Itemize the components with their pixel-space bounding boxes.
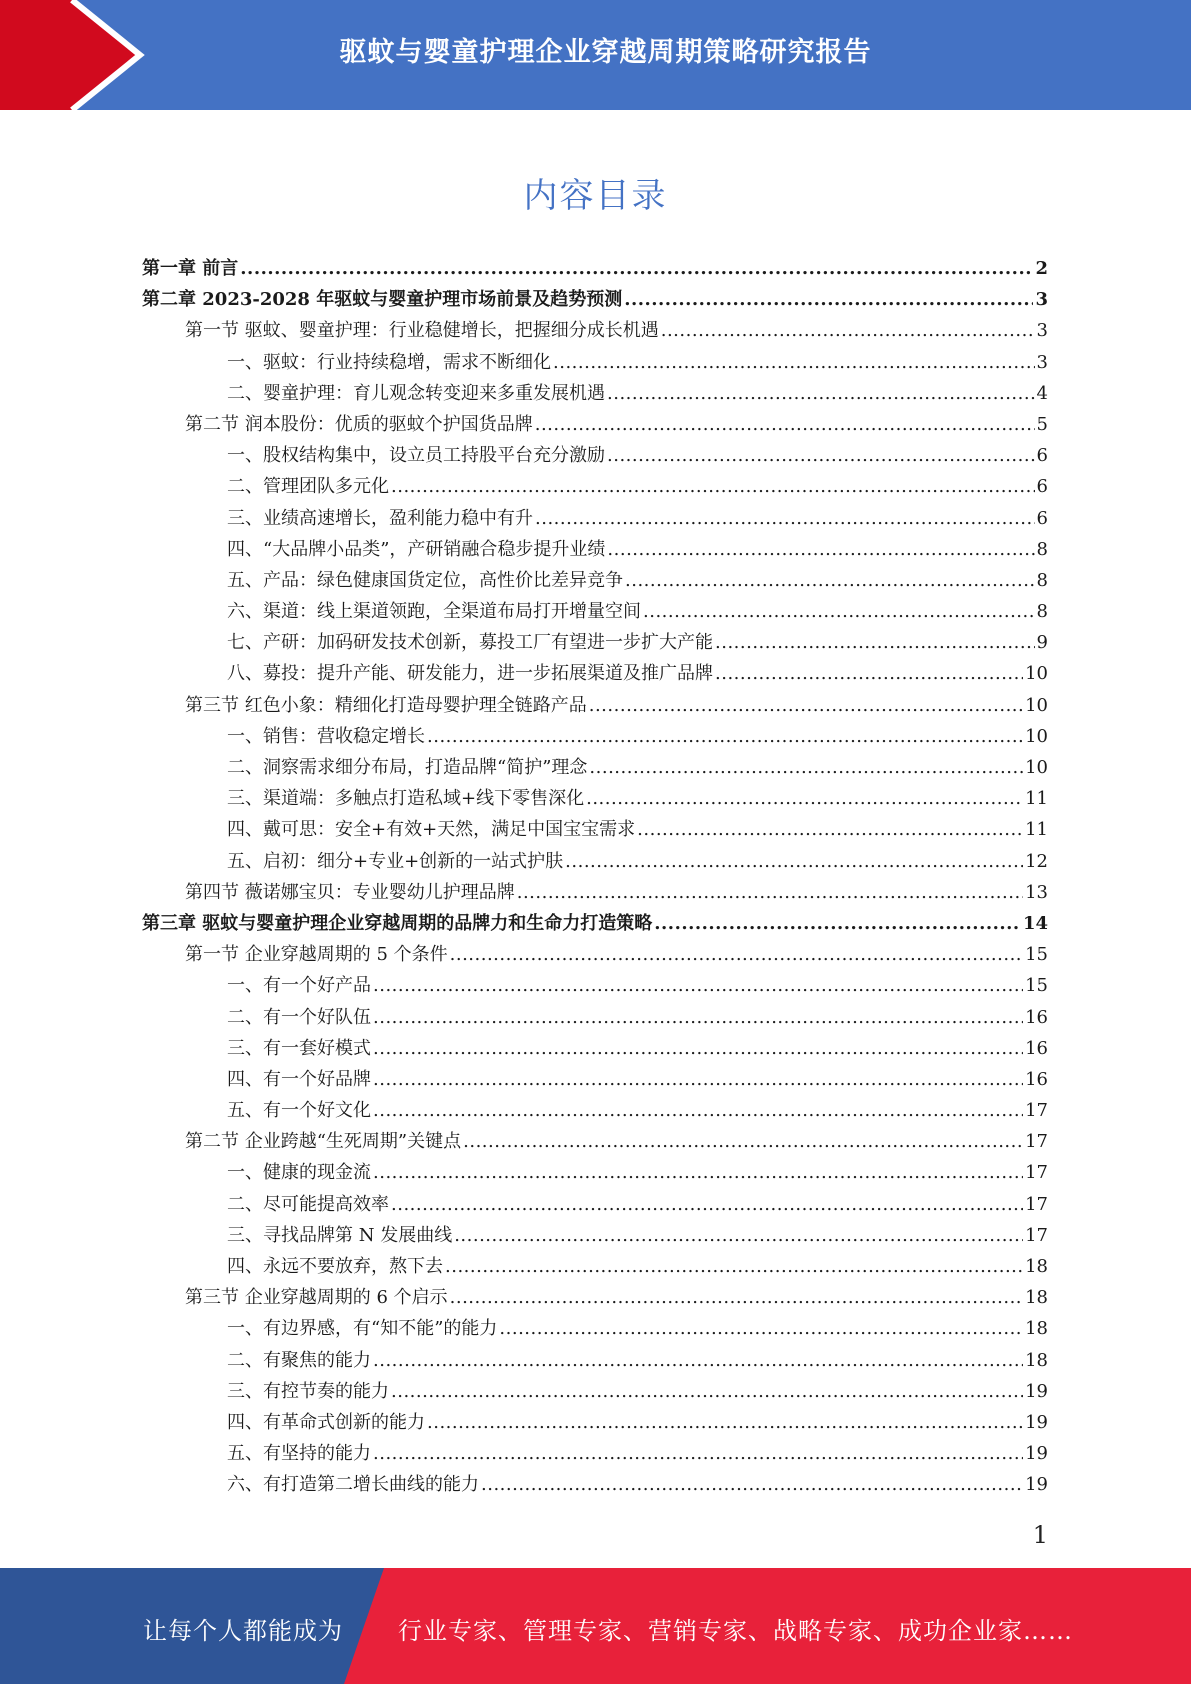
toc-entry-page: 9	[1036, 632, 1048, 654]
toc-entry-title: 七、产研：加码研发技术创新，募投工厂有望进一步扩大产能	[227, 632, 713, 654]
toc-entry[interactable]	[142, 1407, 1048, 1438]
toc-dot-leader	[463, 1126, 1023, 1157]
toc-entry-page: 17	[1025, 1131, 1048, 1153]
toc-entry-page: 6	[1036, 476, 1048, 498]
toc-entry[interactable]	[142, 378, 1048, 409]
toc-entry[interactable]	[142, 1189, 1048, 1220]
toc-entry-title: 五、有坚持的能力	[227, 1443, 371, 1465]
toc-entry-title: 六、有打造第二增长曲线的能力	[227, 1474, 479, 1496]
toc-entry-title: 一、销售：营收稳定增长	[227, 725, 425, 747]
toc-entry[interactable]	[142, 721, 1048, 752]
toc-dot-leader	[654, 908, 1021, 939]
toc-entry-page: 18	[1025, 1349, 1048, 1371]
toc-entry[interactable]	[142, 596, 1048, 627]
toc-entry[interactable]	[142, 1095, 1048, 1126]
toc-entry-title: 第二章 2023-2028 年驱蚊与婴童护理市场前景及趋势预测	[142, 289, 623, 311]
toc-entry-title: 第一章 前言	[142, 258, 239, 279]
toc-dot-leader	[535, 503, 1035, 534]
toc-entry-page: 15	[1025, 975, 1048, 997]
toc-entry[interactable]	[142, 1376, 1048, 1407]
toc-entry-title: 第三节 红色小象：精细化打造母婴护理全链路产品	[185, 694, 587, 716]
toc-entry[interactable]	[142, 253, 1048, 284]
toc-entry[interactable]	[142, 284, 1048, 315]
toc-dot-leader	[373, 970, 1023, 1001]
toc-entry[interactable]	[142, 471, 1048, 502]
toc-entry-title: 第二节 企业跨越“生死周期”关键点	[185, 1131, 462, 1153]
toc-entry[interactable]	[142, 440, 1048, 471]
toc-entry-page: 10	[1025, 757, 1048, 778]
toc-entry-page: 19	[1025, 1411, 1048, 1433]
toc-entry-page: 6	[1036, 445, 1048, 467]
toc-entry[interactable]	[142, 1033, 1048, 1064]
toc-entry-page: 17	[1025, 1100, 1048, 1122]
toc-entry-page: 3	[1036, 351, 1048, 373]
toc-dot-leader	[625, 565, 1035, 596]
toc-entry[interactable]	[142, 877, 1048, 908]
toc-entry-page: 16	[1025, 1068, 1048, 1090]
toc-entry-title: 一、股权结构集中，设立员工持股平台充分激励	[227, 445, 605, 467]
toc-dot-leader	[373, 1438, 1023, 1469]
toc-entry[interactable]	[142, 1126, 1048, 1157]
toc-entry-page: 10	[1025, 694, 1048, 716]
toc-dot-leader	[240, 253, 1033, 284]
toc-dot-leader	[454, 1220, 1023, 1251]
toc-entry-page: 16	[1025, 1037, 1048, 1059]
toc-entry-page: 18	[1025, 1256, 1048, 1277]
toc-entry-title: 第四节 薇诺娜宝贝：专业婴幼儿护理品牌	[185, 881, 515, 903]
toc-entry-title: 二、管理团队多元化	[227, 476, 389, 498]
toc-entry[interactable]	[142, 1282, 1048, 1313]
toc-entry-page: 16	[1025, 1006, 1048, 1028]
toc-entry-page: 6	[1036, 507, 1048, 529]
toc-entry-title: 二、有聚焦的能力	[227, 1349, 371, 1371]
toc-entry-page: 17	[1025, 1162, 1048, 1184]
toc-entry-title: 四、有革命式创新的能力	[227, 1411, 425, 1433]
report-title: 驱蚊与婴童护理企业穿越周期策略研究报告	[339, 37, 872, 68]
toc-entry-title: 二、婴童护理：育儿观念转变迎来多重发展机遇	[227, 382, 605, 404]
toc-entry[interactable]	[142, 347, 1048, 378]
toc-entry-page: 2	[1035, 258, 1048, 279]
toc-entry[interactable]	[142, 1469, 1048, 1500]
toc-entry-title: 第一节 企业穿越周期的 5 个条件	[185, 944, 448, 966]
toc-dot-leader	[715, 658, 1023, 689]
toc-entry-page: 18	[1025, 1318, 1048, 1340]
toc-entry-page: 17	[1025, 1224, 1048, 1246]
toc-entry-title: 二、洞察需求细分布局，打造品牌“简护”理念	[227, 757, 588, 778]
toc-entry[interactable]	[142, 1157, 1048, 1188]
page-number: 1	[1032, 1521, 1048, 1549]
toc-entry[interactable]	[142, 315, 1048, 346]
toc-entry-title: 五、产品：绿色健康国货定位，高性价比差异竞争	[227, 569, 623, 591]
toc-entry-title: 第二节 润本股份：优质的驱蚊个护国货品牌	[185, 413, 533, 435]
toc-entry-title: 三、有控节奏的能力	[227, 1380, 389, 1402]
toc-entry-page: 8	[1036, 569, 1048, 591]
toc-entry-title: 一、有一个好产品	[227, 975, 371, 997]
toc-entry[interactable]	[142, 627, 1048, 658]
toc-dot-leader	[445, 1251, 1023, 1282]
toc-entry-page: 18	[1025, 1287, 1048, 1309]
toc-dot-leader	[637, 814, 1023, 845]
toc-entry-page: 3	[1035, 289, 1048, 311]
toc-entry[interactable]	[142, 1002, 1048, 1033]
toc-entry[interactable]	[142, 658, 1048, 689]
toc-dot-leader	[643, 596, 1035, 627]
toc-entry-page: 17	[1025, 1193, 1048, 1215]
table-of-contents	[142, 253, 1048, 1501]
toc-entry[interactable]	[142, 814, 1048, 845]
toc-entry-page: 19	[1025, 1380, 1048, 1402]
toc-dot-leader	[373, 1345, 1023, 1376]
toc-entry-page: 13	[1025, 881, 1048, 903]
toc-dot-leader	[589, 752, 1023, 783]
footer-band	[0, 1568, 1191, 1684]
toc-dot-leader	[373, 1033, 1023, 1064]
toc-dot-leader	[391, 1189, 1023, 1220]
toc-dot-leader	[565, 846, 1023, 877]
toc-dot-leader	[517, 877, 1023, 908]
toc-entry[interactable]	[142, 908, 1048, 939]
toc-dot-leader	[589, 690, 1023, 721]
toc-entry-page: 19	[1025, 1443, 1048, 1465]
toc-heading: 内容目录	[523, 176, 668, 216]
toc-entry-page: 8	[1036, 601, 1048, 623]
toc-entry-page: 11	[1025, 819, 1048, 841]
toc-entry-page: 19	[1025, 1474, 1048, 1496]
toc-entry[interactable]	[142, 1345, 1048, 1376]
toc-entry[interactable]	[142, 939, 1048, 970]
toc-entry[interactable]	[142, 970, 1048, 1001]
toc-entry-title: 三、寻找品牌第 N 发展曲线	[227, 1224, 453, 1246]
toc-dot-leader	[499, 1313, 1023, 1344]
toc-dot-leader	[715, 627, 1035, 658]
toc-dot-leader	[624, 284, 1033, 315]
toc-entry[interactable]	[142, 503, 1048, 534]
toc-entry-title: 第一节 驱蚊、婴童护理：行业稳健增长，把握细分成长机遇	[185, 320, 659, 342]
toc-dot-leader	[607, 440, 1035, 471]
toc-entry-title: 四、戴可思：安全+有效+天然，满足中国宝宝需求	[227, 819, 636, 841]
toc-entry-title: 四、有一个好品牌	[227, 1068, 371, 1090]
footer-slogan-right: 行业专家、管理专家、营销专家、战略专家、成功企业家……	[398, 1617, 1073, 1645]
toc-dot-leader	[481, 1469, 1023, 1500]
toc-entry-title: 五、启初：细分+专业+创新的一站式护肤	[227, 850, 564, 872]
toc-dot-leader	[586, 783, 1023, 814]
toc-entry-title: 一、驱蚊：行业持续稳增，需求不断细化	[227, 351, 551, 373]
toc-entry-title: 五、有一个好文化	[227, 1100, 371, 1122]
toc-dot-leader	[607, 534, 1034, 565]
toc-dot-leader	[391, 471, 1035, 502]
toc-entry-page: 5	[1036, 413, 1048, 435]
toc-entry-title: 八、募投：提升产能、研发能力，进一步拓展渠道及推广品牌	[227, 663, 713, 685]
toc-dot-leader	[535, 409, 1035, 440]
toc-entry-title: 三、有一套好模式	[227, 1037, 371, 1059]
toc-dot-leader	[553, 347, 1035, 378]
toc-entry[interactable]	[142, 1438, 1048, 1469]
header-band	[0, 0, 1191, 110]
toc-dot-leader	[373, 1157, 1023, 1188]
toc-entry-page: 15	[1025, 944, 1048, 966]
toc-entry-title: 六、渠道：线上渠道领跑，全渠道布局打开增量空间	[227, 601, 641, 623]
toc-entry[interactable]	[142, 1251, 1048, 1282]
toc-dot-leader	[661, 315, 1035, 346]
toc-entry[interactable]	[142, 690, 1048, 721]
toc-entry[interactable]	[142, 409, 1048, 440]
toc-entry[interactable]	[142, 534, 1048, 565]
toc-entry-page: 8	[1036, 538, 1048, 560]
toc-entry-title: 四、“大品牌小品类”，产研销融合稳步提升业绩	[227, 538, 606, 560]
toc-dot-leader	[607, 378, 1035, 409]
toc-entry-page: 12	[1025, 850, 1048, 872]
toc-entry-page: 3	[1036, 320, 1048, 342]
toc-dot-leader	[373, 1064, 1023, 1095]
toc-entry-title: 三、渠道端：多触点打造私域+线下零售深化	[227, 788, 585, 810]
toc-entry-title: 一、有边界感，有“知不能”的能力	[227, 1318, 498, 1340]
toc-entry-page: 11	[1025, 788, 1048, 810]
toc-dot-leader	[450, 1282, 1023, 1313]
toc-entry-title: 第三章 驱蚊与婴童护理企业穿越周期的品牌力和生命力打造策略	[142, 912, 653, 934]
toc-dot-leader	[427, 721, 1023, 752]
toc-entry-title: 四、永远不要放弃，熬下去	[227, 1256, 443, 1277]
toc-dot-leader	[373, 1095, 1023, 1126]
toc-entry-title: 一、健康的现金流	[227, 1162, 371, 1184]
toc-entry[interactable]	[142, 783, 1048, 814]
toc-dot-leader	[391, 1376, 1023, 1407]
toc-entry-title: 三、业绩高速增长，盈利能力稳中有升	[227, 507, 533, 529]
toc-entry-title: 第三节 企业穿越周期的 6 个启示	[185, 1287, 448, 1309]
toc-entry[interactable]	[142, 1220, 1048, 1251]
footer-slogan-left: 让每个人都能成为	[143, 1617, 343, 1645]
toc-entry-page: 14	[1022, 912, 1048, 934]
toc-entry-page: 10	[1025, 725, 1048, 747]
toc-entry-page: 4	[1036, 382, 1048, 404]
toc-entry[interactable]	[142, 752, 1048, 783]
toc-entry[interactable]	[142, 846, 1048, 877]
toc-dot-leader	[373, 1002, 1023, 1033]
toc-entry-title: 二、尽可能提高效率	[227, 1193, 389, 1215]
toc-entry[interactable]	[142, 1313, 1048, 1344]
toc-entry-page: 10	[1025, 663, 1048, 685]
toc-entry-title: 二、有一个好队伍	[227, 1006, 371, 1028]
toc-entry[interactable]	[142, 1064, 1048, 1095]
toc-dot-leader	[427, 1407, 1023, 1438]
toc-dot-leader	[450, 939, 1023, 970]
toc-entry[interactable]	[142, 565, 1048, 596]
